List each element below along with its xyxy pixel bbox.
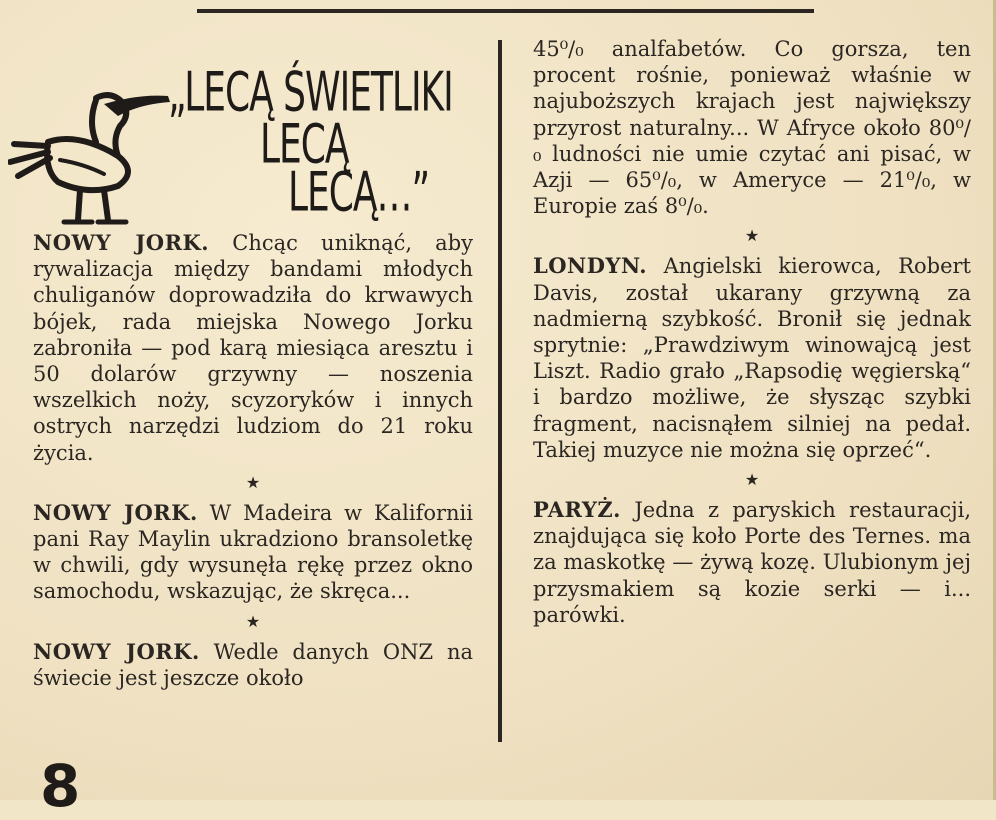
news-item-place: NOWY JORK. xyxy=(33,230,210,255)
headline-line-3: LECĄ…” xyxy=(288,162,430,225)
column-divider xyxy=(498,40,502,742)
bird-illustration-icon xyxy=(8,82,184,228)
headline xyxy=(168,62,453,225)
news-item xyxy=(33,500,473,605)
news-item xyxy=(533,497,971,628)
top-rule xyxy=(197,9,814,13)
headline-line-1: „LECĄ ŚWIETLIKI xyxy=(168,62,453,125)
news-item-place: PARYŻ. xyxy=(533,497,621,523)
separator-star: ★ xyxy=(744,226,760,246)
news-item-text: W Madeira w Kalifornii pani Ray Maylin ukradziono bransoletkę w chwili, gdy wysunęła rękę przez okno samochodu, wskazując, że skręca... xyxy=(33,500,473,604)
separator-star: ★ xyxy=(245,611,261,631)
news-item xyxy=(533,253,971,463)
news-item-text: Chcąc uniknąć, aby rywalizacja między bandami młodych chuliganów doprowadziła do krwawych bójek, rada miejska Nowego Jorku zabroniła — pod karą miesiąca aresztu i 50 dolarów grzywny — noszenia wszelkich noży, scyzoryków i innych ostrych narzędzi ludziom do 21 roku życia. xyxy=(33,231,473,465)
news-item xyxy=(533,36,971,219)
separator-star: ★ xyxy=(744,470,760,490)
news-item-text: Wedle danych ONZ na świecie jest jeszcze około xyxy=(33,639,474,690)
news-item-text: Jedna z paryskich restauracji, znajdująca się koło Porte des Ternes. ma za maskotkę — żywą kozę. Ulubionym jej przysmakiem są kozie serki — i... parówki. xyxy=(533,498,971,627)
news-item xyxy=(33,230,473,466)
news-item-place: NOWY JORK. xyxy=(33,499,198,525)
news-item-place: LONDYN. xyxy=(533,253,648,279)
page-number: 8 xyxy=(40,752,81,820)
separator-star: ★ xyxy=(245,472,261,492)
right-column xyxy=(533,36,971,628)
news-item xyxy=(33,639,473,691)
left-column xyxy=(33,230,473,691)
news-item-text: Angielski kierowca, Robert Davis, został ukarany grzywną za nadmierną szybkość. Bronił się jednak sprytnie: „Prawdziwym winowajcą jest Liszt. Radio grało „Rapsodię węgierską“ i bardzo możliwe, że słysząc szybki fragment, nacisnąłem silniej na pedał. Takiej muzyce nie można się oprzeć“. xyxy=(533,254,971,462)
headline-line-2: LECĄ xyxy=(260,114,349,177)
news-item-text: 45⁰/₀ analfabetów. Co gorsza, ten procent rośnie, ponieważ właśnie w najuboższych krajach jest największy przyrost naturalny... W Afryce około 80⁰/₀ ludności nie umie czytać ani pisać, w Azji — 65⁰/₀, w Ameryce — 21⁰/₀, w Europie zaś 8⁰/₀. xyxy=(533,37,971,219)
news-item-place: NOWY JORK. xyxy=(33,638,200,664)
